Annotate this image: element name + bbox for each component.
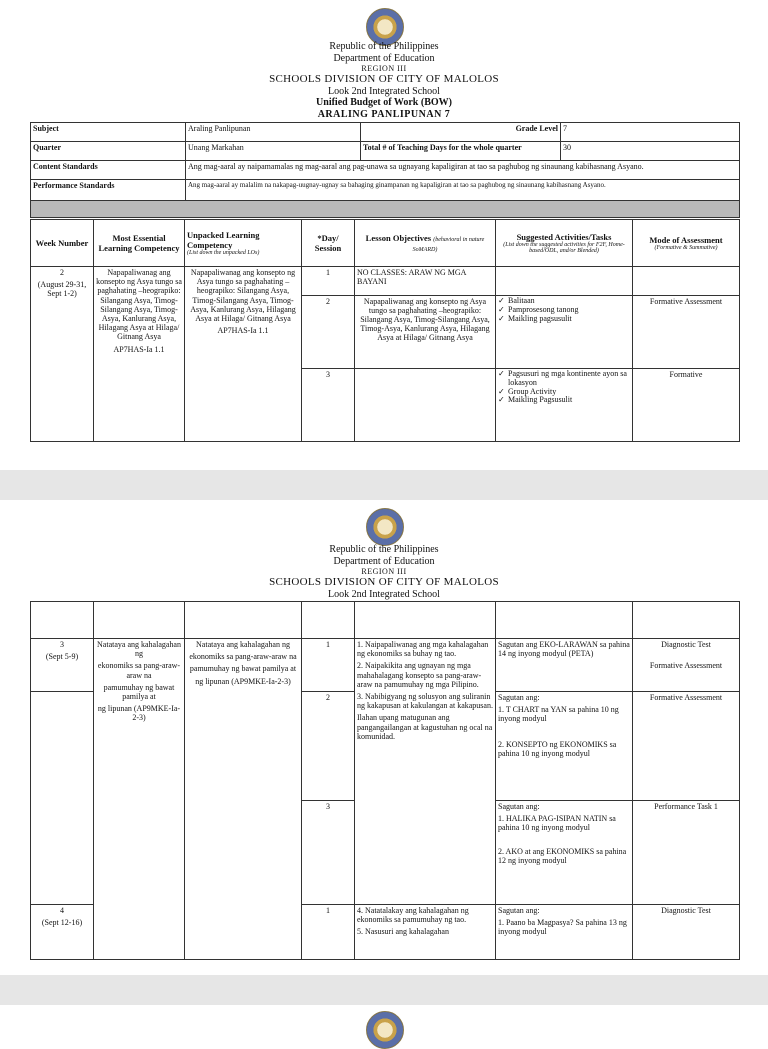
activity-item: ✓ Pagsusuri ng mga kontinente ayon sa lokasyon bbox=[498, 370, 630, 388]
assessment-cell: Formative Assessment bbox=[633, 692, 740, 801]
week-cell: 4 (Sept 12-16) bbox=[31, 905, 94, 960]
objective-cell bbox=[355, 369, 496, 442]
division-line: SCHOOLS DIVISION OF CITY OF MALOLOS bbox=[269, 576, 499, 589]
days-label: Total # of Teaching Days for the whole quarter bbox=[361, 142, 561, 161]
empty-cell bbox=[302, 602, 355, 639]
subject-value: Araling Panlipunan bbox=[186, 123, 361, 142]
department-line: Department of Education bbox=[333, 555, 435, 567]
objective-cell: NO CLASSES: ARAW NG MGA BAYANI bbox=[355, 267, 496, 296]
col-week: Week Number bbox=[31, 220, 94, 267]
week-cell: 3 (Sept 5-9) bbox=[31, 639, 94, 692]
activity-item: ✓ Maikling pagsusulit bbox=[498, 315, 630, 324]
day-cell: 3 bbox=[302, 801, 355, 905]
activity-cell bbox=[496, 267, 633, 296]
col-melc: Most Essential Learning Competency bbox=[94, 220, 185, 267]
region-line: REGION III bbox=[361, 567, 407, 576]
col-unpacked: Unpacked Learning Competency (List down the unpacked LOs) bbox=[185, 220, 302, 267]
activity-item: ✓ Group Activity bbox=[498, 388, 630, 397]
grade-label: Grade Level bbox=[361, 123, 561, 142]
page-header bbox=[0, 544, 768, 600]
republic-line: Republic of the Philippines bbox=[329, 41, 439, 52]
objective-cell: 1. Naipapaliwanag ang mga kahalagahan ng ekonomiks sa buhay ng tao. 2. Naipakikita ang ugnayan ng mga mahahalagang konsepto sa pang-araw-araw na pamumuhay ng mga Pilipino. 3. Nabibigyang ng solusyon ang suliranin ng kakapusan at kakulangan at kakapusan. Ilahan upang matugunan ang pangangailangan at kagustuhan ng ocal na komunidad. bbox=[355, 639, 496, 905]
col-objectives: Lesson Objectives (behavioral in nature SoMARD) bbox=[355, 220, 496, 267]
quarter-label: Quarter bbox=[31, 142, 186, 161]
day-cell: 3 bbox=[302, 369, 355, 442]
day-cell: 1 bbox=[302, 639, 355, 692]
unpacked-cell: Napapaliwanag ang konsepto ng Asya tungo sa paghahating –heograpiko: Silangang Asya, Timog-Silangang Asya, Timog-Asya, Kanlurang Asya, Hilagang Asya at Hilaga/ Gitnang Asya AP7HAS-Ia 1.1 bbox=[185, 267, 302, 442]
quarter-value: Unang Markahan bbox=[186, 142, 361, 161]
week-cell bbox=[31, 692, 94, 905]
region-line: REGION III bbox=[361, 64, 407, 73]
school-line: Look 2nd Integrated School bbox=[328, 588, 440, 600]
bow-table-continued bbox=[30, 601, 740, 960]
activity-cell bbox=[496, 296, 633, 369]
activity-item: ✓ Pamprosesong tanong bbox=[498, 306, 630, 315]
day-cell: 1 bbox=[302, 267, 355, 296]
col-day: *Day/ Session bbox=[302, 220, 355, 267]
assessment-cell: Performance Task 1 bbox=[633, 801, 740, 905]
empty-cell bbox=[31, 602, 94, 639]
objective-cell: Napapaliwanag ang konsepto ng Asya tungo sa paghahating –heograpiko: Silangang Asya, Timog-Silangang Asya, Timog-Asya, Kanlurang Asya, Hilagang Asya at Hilaga/ Gitnang Asya bbox=[355, 296, 496, 369]
school-line: Look 2nd Integrated School bbox=[328, 85, 440, 97]
performance-standards-label: Performance Standards bbox=[31, 180, 186, 201]
empty-cell bbox=[633, 602, 740, 639]
objective-cell: 4. Natatalakay ang kahalagahan ng ekonomiks sa pamumuhay ng tao. 5. Nasusuri ang kahalagahan bbox=[355, 905, 496, 960]
page-gap bbox=[0, 470, 768, 500]
assessment-cell bbox=[633, 267, 740, 296]
days-value: 30 bbox=[561, 142, 740, 161]
melc-cell: Napapaliwanag ang konsepto ng Asya tungo sa paghahating –heograpiko: Silangang Asya, Timog-Silangang Asya, Timog-Asya, Kanlurang Asya, Hilagang Asya at Hilaga/ Gitnang Asya AP7HAS-Ia 1.1 bbox=[94, 267, 185, 442]
info-table bbox=[30, 122, 740, 218]
assessment-cell: Formative Assessment bbox=[633, 296, 740, 369]
activity-item: ✓ Maikling Pagsusulit bbox=[498, 396, 630, 405]
bow-table bbox=[30, 219, 740, 442]
col-assessment: Mode of Assessment (Formative & Summative) bbox=[633, 220, 740, 267]
empty-cell bbox=[94, 602, 185, 639]
assessment-cell: Diagnostic Test bbox=[633, 905, 740, 960]
col-activities: Suggested Activities/Tasks (List down the suggested activities for F2F, Home-based/ODL, and/or Blended) bbox=[496, 220, 633, 267]
day-cell: 1 bbox=[302, 905, 355, 960]
republic-line: Republic of the Philippines bbox=[329, 544, 439, 555]
activity-cell bbox=[496, 369, 633, 442]
empty-cell bbox=[185, 602, 302, 639]
subject-title: ARALING PANLIPUNAN 7 bbox=[317, 108, 451, 120]
assessment-cell: Diagnostic Test Formative Assessment bbox=[633, 639, 740, 692]
page-header bbox=[0, 41, 768, 120]
activity-cell: Sagutan ang: 1. T CHART na YAN sa pahina 10 ng inyong modyul 2. KONSEPTO ng EKONOMIKS sa pahina 10 ng inyong modyul bbox=[496, 692, 633, 801]
empty-cell bbox=[355, 602, 496, 639]
assessment-cell: Formative bbox=[633, 369, 740, 442]
deped-seal-icon bbox=[366, 1011, 404, 1049]
deped-seal-icon bbox=[366, 508, 404, 546]
empty-cell bbox=[496, 602, 633, 639]
unpacked-cell: Natataya ang kahalagahan ng ekonomiks sa pang-araw-araw na pamumuhay ng bawat pamilya at ng lipunan (AP9MKE-Ia-2-3) bbox=[185, 639, 302, 960]
performance-standards-value: Ang mag-aaral ay malalim na nakapag-uugnay-ugnay sa bahaging ginampanan ng kapaligiran at tao sa paghubog ng sinaunang kabihasnang Asyano. bbox=[186, 180, 740, 201]
grade-value: 7 bbox=[561, 123, 740, 142]
activity-cell: Sagutan ang: 1. HALIKA PAG-ISIPAN NATIN sa pahina 10 ng inyong modyul 2. AKO at ang EKONOMIKS sa pahina 12 ng inyong modyul bbox=[496, 801, 633, 905]
page-gap bbox=[0, 975, 768, 1005]
content-standards-value: Ang mag-aaral ay naipamamalas ng mag-aaral ang pag-unawa sa ugnayang kapaligiran at tao sa paghubog ng sinaunang kabihasnang Asyano. bbox=[186, 161, 740, 180]
bow-title: Unified Budget of Work (BOW) bbox=[316, 97, 452, 109]
gray-divider bbox=[31, 201, 740, 218]
activity-cell: Sagutan ang EKO-LARAWAN sa pahina 14 ng inyong modyul (PETA) bbox=[496, 639, 633, 692]
activity-item: ✓ Balitaan bbox=[498, 297, 630, 306]
day-cell: 2 bbox=[302, 692, 355, 801]
subject-label: Subject bbox=[31, 123, 186, 142]
day-cell: 2 bbox=[302, 296, 355, 369]
week-cell: 2 (August 29-31, Sept 1-2) bbox=[31, 267, 94, 442]
melc-cell: Natataya ang kahalagahan ng ekonomiks sa pang-araw-araw na pamumuhay ng bawat pamilya at ng lipunan (AP9MKE-Ia-2-3) bbox=[94, 639, 185, 960]
content-standards-label: Content Standards bbox=[31, 161, 186, 180]
division-line: SCHOOLS DIVISION OF CITY OF MALOLOS bbox=[269, 73, 499, 86]
activity-cell: Sagutan ang: 1. Paano ba Magpasya? Sa pahina 13 ng inyong modyul bbox=[496, 905, 633, 960]
department-line: Department of Education bbox=[333, 52, 435, 64]
